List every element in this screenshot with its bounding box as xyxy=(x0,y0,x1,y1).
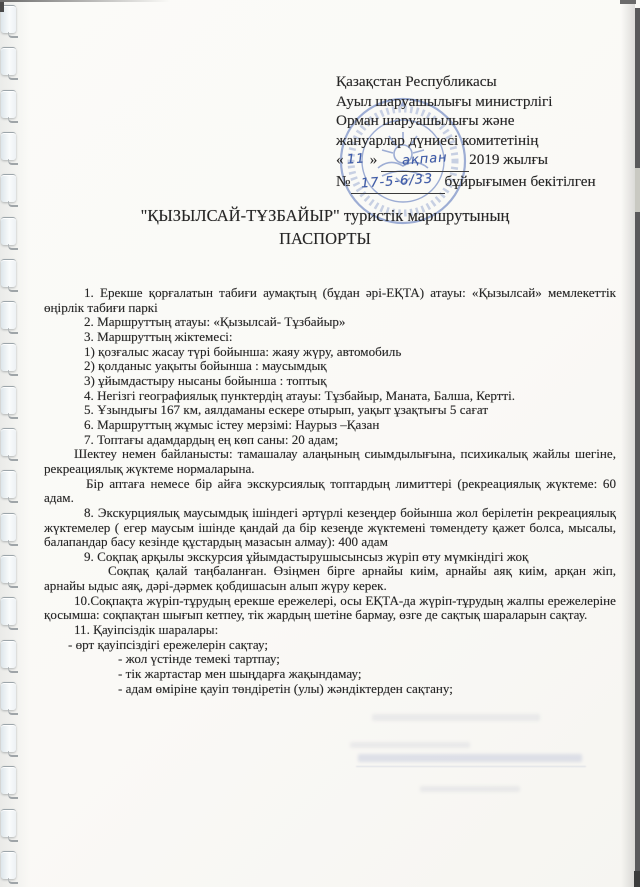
binding-ring xyxy=(1,174,16,202)
bleed-through-text xyxy=(420,786,520,792)
binding-ring xyxy=(1,724,16,752)
binding-ring xyxy=(1,47,16,75)
binding-ring xyxy=(1,597,16,625)
handwritten-order-number: 17-5-6/33 xyxy=(360,171,435,192)
bleed-through-text xyxy=(372,714,540,721)
right-edge-gap xyxy=(635,168,640,212)
top-edge-artifact xyxy=(0,0,170,2)
bleed-through-rule xyxy=(356,766,586,767)
body-line: 5. Ұзындығы 167 км, аялдаманы ескере отырып, уақыт ұзақтығы 5 сағат xyxy=(84,402,489,418)
ministry-line: Ауыл шаруашылығы министрлігі xyxy=(336,92,553,110)
binding-ring xyxy=(1,132,16,160)
body-line: - өрт қауіпсіздігі ережелерін сақтау; xyxy=(68,636,269,652)
body-line: 7. Топтағы адамдардың ең көп саны: 20 адам; xyxy=(84,431,339,447)
body-line: 3. Маршруттың жіктемесі: xyxy=(84,328,233,344)
binding-ring xyxy=(1,386,16,414)
body-line: 2) қолданыс уақыты бойынша : маусымдық xyxy=(84,358,327,374)
country-line: Қазақстан Республикасы xyxy=(336,73,497,90)
approval-date-line xyxy=(336,150,626,172)
binding-ring xyxy=(1,90,16,118)
approval-block xyxy=(336,72,626,194)
top-right-edge-artifact xyxy=(620,0,636,4)
body-line: - жол үстінде темекі тартпау; xyxy=(118,651,280,667)
handwritten-day: 11 xyxy=(346,151,367,169)
committee-line-2: жануарлар дүниесі комитетінің xyxy=(336,131,539,149)
committee-line-1: Орман шаруашылығы және xyxy=(336,112,515,130)
document-title xyxy=(30,204,620,250)
body-line: - адам өміріне қауіп төндіретін (улы) жәндіктерден сақтану; xyxy=(118,680,453,696)
body-line: 11. Қауіпсіздік шаралары: xyxy=(74,622,219,638)
handwritten-month: ақпан xyxy=(401,150,449,169)
close-quote: » xyxy=(369,151,378,169)
body-line: 4. Негізгі географиялық пунктердің атауы: Тұзбайыр, Маната, Балша, Кертті. xyxy=(84,387,516,403)
binding-ring xyxy=(1,343,16,371)
body-line: 10.Соқпақта жүріп-тұрудың ерекше ережелері, осы ЕҚТА-да жүріп-тұрудың жалпы ережелеріне қосымша: соқпақтан шығып кетпеу, тік жардың шетіне бармау, өзге де сақтық шараларын сақтау. xyxy=(44,592,616,623)
number-sign: № xyxy=(336,172,351,190)
approval-order-line xyxy=(336,172,626,194)
binding-ring xyxy=(1,555,16,583)
body-line: 1) қозғалыс жасау түрі бойынша: жаяу жүру, автомобиль xyxy=(84,343,402,359)
right-scan-shadow xyxy=(621,0,635,887)
binding-ring xyxy=(1,766,16,794)
body-line: 9. Соқпақ арқылы экскурсия ұйымдастырушысынсыз жүріп өту мүмкіндігі жоқ xyxy=(84,548,529,564)
order-number-blank-line xyxy=(351,172,445,194)
binding-ring xyxy=(1,809,16,837)
body-line: 2. Маршруттың атауы: «Қызылсай- Тұзбайыр» xyxy=(84,314,346,330)
body-line: Соқпақ қалай таңбаланған. Өзіңмен бірге арнайы киім, арнайы аяқ киім, арқан жіп, арнайы ыдыс аяқ, дәрі-дәрмек қобдишасын алып жүру керек. xyxy=(44,563,616,594)
body-line: 6. Маршруттың жұмыс істеу мерзімі: Наурыз –Қазан xyxy=(84,416,380,432)
binding-ring xyxy=(1,301,16,329)
binding-ring xyxy=(1,682,16,710)
comb-binding xyxy=(0,0,24,887)
binding-ring xyxy=(1,470,16,498)
binding-ring xyxy=(1,513,16,541)
bottom-right-corner-artifact xyxy=(634,871,640,887)
binding-ring xyxy=(1,259,16,287)
body-line: 3) ұйымдастыру нысаны бойынша : топтық xyxy=(84,372,327,388)
year-text: 2019 жылғы xyxy=(469,151,549,169)
body-line: Шектеу немен байланысты: тамашалау алаңының сиымдылығына, психикалық жайлы шегіне, рекреациялық жүктеме нормаларына. xyxy=(44,446,616,476)
right-edge-artifact xyxy=(635,8,640,887)
body-line: - тік жартастар мен шыңдарға жақындамау; xyxy=(118,666,362,682)
binding-ring xyxy=(1,640,16,668)
binding-ring xyxy=(1,217,16,245)
title-line-2: ПАСПОРТЫ xyxy=(279,229,371,248)
open-quote: « xyxy=(336,151,344,169)
body-line: 8. Экскурциялық маусымдық ішіндегі әртүрлі кезеңдер бойынша жол берілетін рекреациялық жүктемелер ( егер маусым ішінде қандай да бір кезеңде жүктемені төмендету қажет болса, мысалы, балапандар басу кезінде құстардың мазасын алмау): 400 адам xyxy=(44,504,616,550)
body-line: Бір аптаға немесе бір айға экскурсиялық топтардың лимиттері (рекреациялық жүктеме: 60 адам. xyxy=(44,475,616,506)
body-line: 1. Ерекше қорғалатын табиғи аумақтың (бұдан әрі-ЕҚТА) атауы: «Қызылсай» мемлекеттік өңірлік табиғи паркі xyxy=(44,285,616,315)
approved-by-text: бұйрығымен бекітілген xyxy=(444,172,596,190)
bleed-through-text xyxy=(350,742,470,748)
binding-ring xyxy=(1,851,16,879)
binding-ring xyxy=(1,428,16,456)
month-blank-line xyxy=(381,150,469,172)
document-body xyxy=(44,286,616,696)
title-line-1: "ҚЫЗЫЛСАЙ-ТҰЗБАЙЫР" туристік маршрутының xyxy=(140,206,510,225)
bleed-through-signature xyxy=(358,754,582,762)
